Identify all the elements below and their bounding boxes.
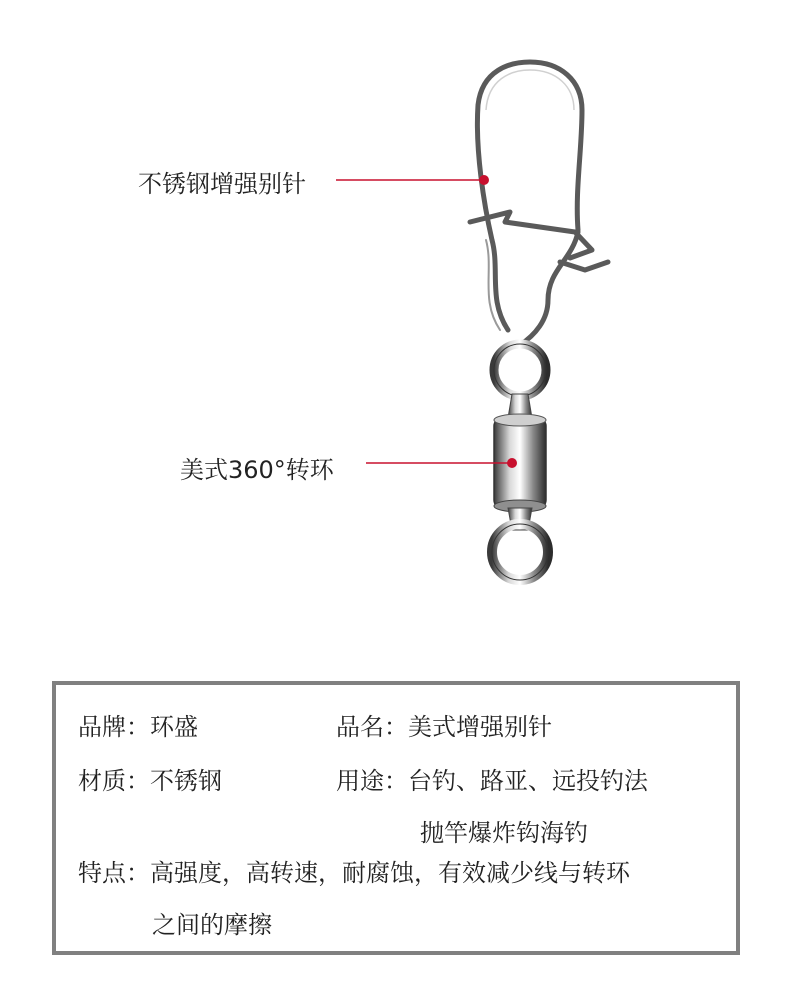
- spec-name-label: 品名：: [336, 713, 408, 741]
- spec-usage-value-line2: 抛竿爆炸钩海钓: [420, 819, 588, 847]
- spec-material: [78, 761, 222, 796]
- spec-name-value: 美式增强别针: [408, 713, 552, 741]
- spec-brand-label: 品牌：: [78, 713, 150, 741]
- lower-eye-ring: [492, 524, 548, 580]
- spec-features: [78, 853, 630, 888]
- spec-name: [336, 707, 552, 742]
- spec-usage: [336, 761, 648, 796]
- spec-material-label: 材质：: [78, 767, 150, 795]
- spec-box: [52, 681, 740, 955]
- swivel-callout-dot: [507, 458, 517, 468]
- snap-pin: [470, 62, 608, 345]
- spec-features-label: 特点：: [78, 859, 150, 887]
- spec-material-value: 不锈钢: [150, 767, 222, 795]
- spec-features-value-line1: 高强度，高转速，耐腐蚀，有效减少线与转环: [150, 859, 630, 887]
- spec-usage-value-line1: 台钓、路亚、远投钓法: [408, 767, 648, 795]
- spec-features-value-line2: 之间的摩擦: [152, 911, 272, 939]
- upper-eye-ring: [494, 344, 546, 396]
- spec-brand-value: 环盛: [150, 713, 198, 741]
- spec-usage-label: 用途：: [336, 767, 408, 795]
- spec-brand: [78, 707, 198, 742]
- pin-callout-label: 不锈钢增强别针: [138, 170, 306, 198]
- pin-callout-dot: [479, 175, 489, 185]
- swivel-callout-label: 美式360°转环: [180, 456, 334, 484]
